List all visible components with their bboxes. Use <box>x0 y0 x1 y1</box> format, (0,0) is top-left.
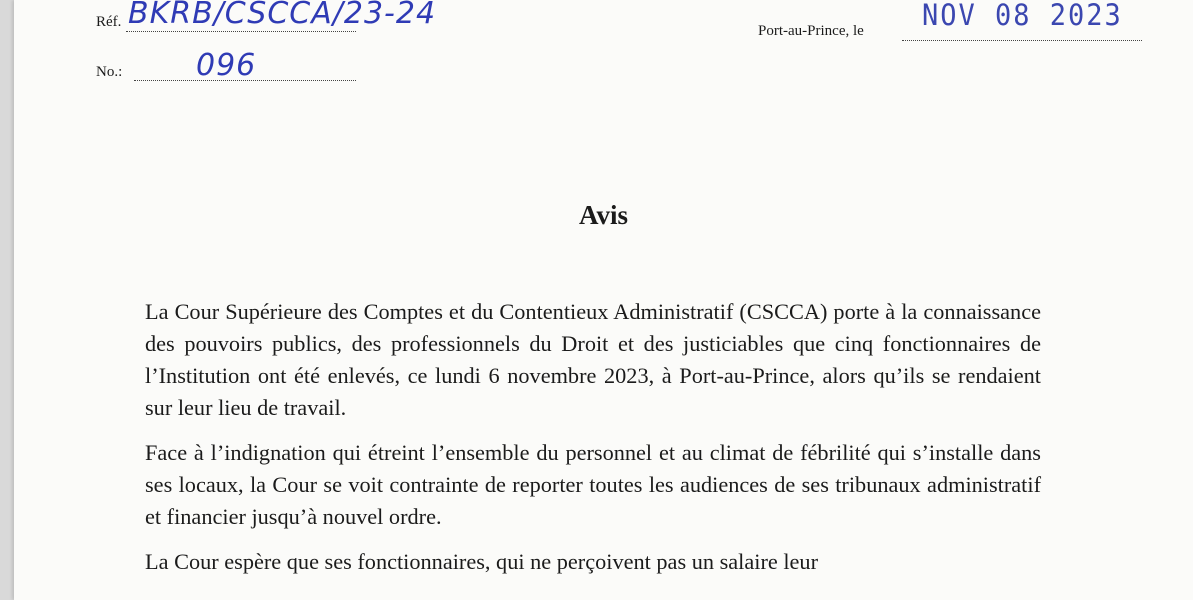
document-body <box>145 296 1041 591</box>
date-stamp: NOV 08 2023 <box>922 0 1123 33</box>
paragraph-1: La Cour Supérieure des Comptes et du Contentieux Administratif (CSCCA) porte à la connaissance des pouvoirs publics, des professionnels du Droit et des justiciables que cinq fonctionnaires de l’Institution ont été enlevés, ce lundi 6 novembre 2023, à Port-au-Prince, alors qu’ils se rendaient sur leur lieu de travail. <box>145 299 1041 420</box>
ref-handwritten-value: BKRB/CSCCA/23-24 <box>128 0 437 31</box>
ref-label: Réf. <box>96 14 122 30</box>
place-label: Port-au-Prince, le <box>758 23 864 39</box>
date-dotted-line <box>902 40 1142 41</box>
paragraph-2: Face à l’indignation qui étreint l’ensemble du personnel et au climat de fébrilité qui s’installe dans ses locaux, la Cour se voit contrainte de reporter toutes les audiences de ses tribunaux administratif et financier jusqu’à nouvel ordre. <box>145 440 1041 529</box>
document-page <box>14 0 1193 600</box>
document-title: Avis <box>578 200 628 230</box>
no-handwritten-value: 096 <box>196 48 257 83</box>
paragraph-3: La Cour espère que ses fonctionnaires, qui ne perçoivent pas un salaire leur <box>145 549 819 574</box>
no-label: No.: <box>96 64 123 80</box>
ref-dotted-line <box>126 31 356 32</box>
